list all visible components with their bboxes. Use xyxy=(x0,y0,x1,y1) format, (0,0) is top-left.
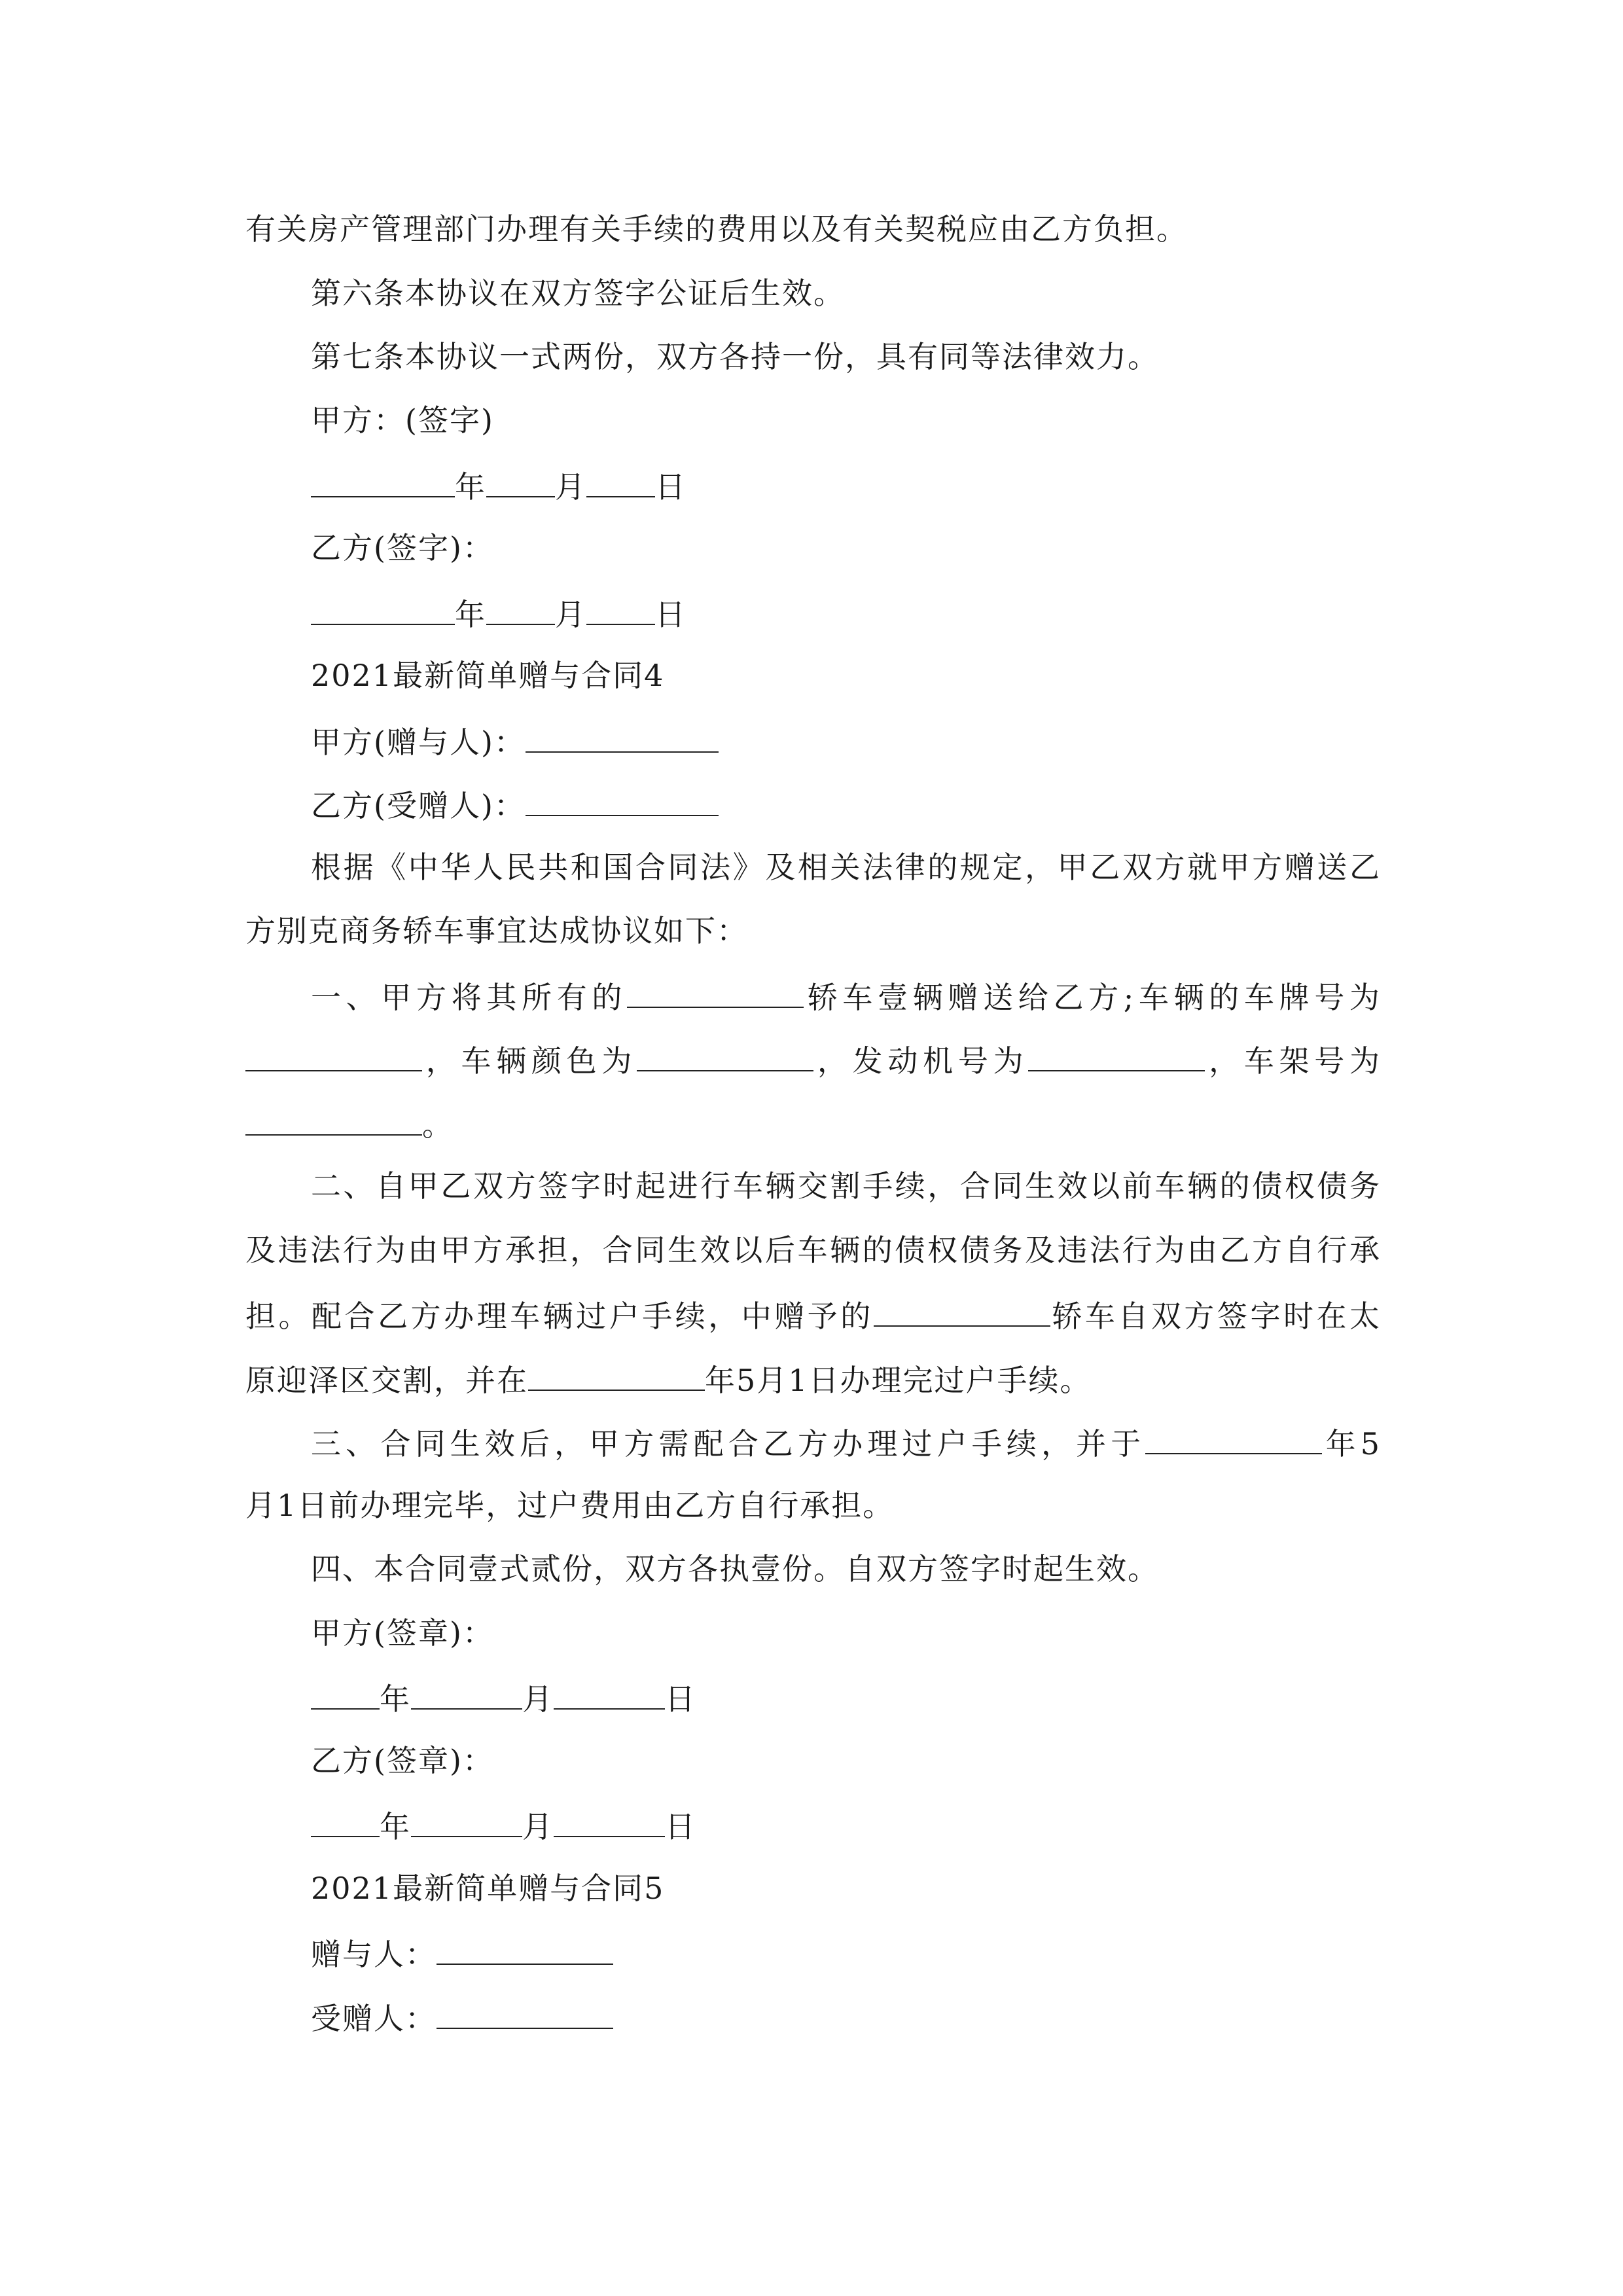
engine-number-blank[interactable] xyxy=(1028,1039,1205,1071)
clause-2-line-1: 二、自甲乙双方签字时起进行车辆交割手续，合同生效以前车辆的债权债务 xyxy=(311,1168,1381,1204)
party-a-seal-label: 甲方(签章)： xyxy=(311,1615,494,1651)
donor-line xyxy=(311,720,1381,762)
donee-5-blank[interactable] xyxy=(437,1996,613,2029)
frame-number-blank[interactable] xyxy=(245,1103,422,1136)
year-blank[interactable] xyxy=(311,465,455,497)
day-label: 日 xyxy=(655,597,687,632)
clause-1-text-frame: ，车架号为 xyxy=(1205,1043,1382,1079)
gifted-car-blank[interactable] xyxy=(874,1294,1050,1327)
clause-2-line-3 xyxy=(245,1294,1381,1336)
donor-label: 甲方(赠与人)： xyxy=(311,725,526,760)
day-blank[interactable] xyxy=(554,1677,665,1710)
month-label: 月 xyxy=(522,1681,554,1717)
contract-5-title: 2021最新简单赠与合同5 xyxy=(311,1871,665,1906)
month-blank[interactable] xyxy=(486,465,555,497)
party-a-seal-date-line xyxy=(311,1677,1381,1719)
year-blank[interactable] xyxy=(311,592,455,625)
clause-2-text-a: 担。配合乙方办理车辆过户手续，中赠予的 xyxy=(245,1299,874,1334)
clause-1-line-1 xyxy=(311,975,1381,1017)
day-label: 日 xyxy=(665,1809,696,1844)
year-label: 年 xyxy=(380,1681,411,1717)
month-blank[interactable] xyxy=(411,1804,522,1837)
year-label: 年 xyxy=(455,597,486,632)
year-label: 年 xyxy=(455,469,486,505)
clause-1-text-engine: ，发动机号为 xyxy=(813,1043,1029,1079)
clause-3-text-b: 年5 xyxy=(1322,1426,1381,1462)
clause-1-text-color: ，车辆颜色为 xyxy=(422,1043,637,1079)
donee-5-line xyxy=(311,1996,1381,2038)
party-b-seal-label: 乙方(签章)： xyxy=(311,1743,494,1778)
day-label: 日 xyxy=(655,469,687,505)
day-blank[interactable] xyxy=(586,592,655,625)
clause-2-text-d: 年5月1日办理完过户手续。 xyxy=(705,1363,1092,1398)
donee-name-blank[interactable] xyxy=(526,783,719,816)
year-blank[interactable] xyxy=(311,1677,380,1710)
month-label: 月 xyxy=(555,597,586,632)
month-blank[interactable] xyxy=(411,1677,522,1710)
article-7: 第七条本协议一式两份，双方各持一份，具有同等法律效力。 xyxy=(311,339,1159,374)
clause-1-line-2 xyxy=(245,1039,1381,1081)
article-6: 第六条本协议在双方签字公证后生效。 xyxy=(311,276,845,311)
clause-1-text-a: 一、甲方将其所有的 xyxy=(311,980,628,1015)
month-blank[interactable] xyxy=(486,592,555,625)
clause-2-line-4 xyxy=(245,1358,1381,1400)
donee-label: 乙方(受赠人)： xyxy=(311,788,526,823)
color-blank[interactable] xyxy=(637,1039,813,1071)
paragraph-continuation: 有关房产管理部门办理有关手续的费用以及有关契税应由乙方负担。 xyxy=(245,211,1188,247)
year-blank[interactable] xyxy=(311,1804,380,1837)
clause-1-text-b: 轿车壹辆赠送给乙方;车辆的车牌号为 xyxy=(804,980,1382,1015)
clause-2-text-b: 轿车自双方签字时在太 xyxy=(1050,1299,1382,1334)
party-a-signature-label: 甲方：(签字) xyxy=(311,403,494,438)
intro-line-1: 根据《中华人民共和国合同法》及相关法律的规定，甲乙双方就甲方赠送乙 xyxy=(311,850,1381,885)
donor-5-label: 赠与人： xyxy=(311,1937,437,1972)
transfer-year-blank[interactable] xyxy=(528,1358,705,1391)
party-b-date-line xyxy=(311,592,1381,634)
clause-3-line-1 xyxy=(311,1422,1381,1463)
deadline-year-blank[interactable] xyxy=(1145,1422,1322,1454)
day-label: 日 xyxy=(665,1681,696,1717)
clause-1-line-3 xyxy=(245,1103,1381,1145)
clause-2-text-c: 原迎泽区交割，并在 xyxy=(245,1363,528,1398)
month-label: 月 xyxy=(555,469,586,505)
year-label: 年 xyxy=(380,1809,411,1844)
car-model-blank[interactable] xyxy=(627,975,804,1008)
donee-line xyxy=(311,783,1381,825)
party-b-signature-label: 乙方(签字)： xyxy=(311,530,494,565)
clause-2-line-2: 及违法行为由甲方承担，合同生效以后车辆的债权债务及违法行为由乙方自行承 xyxy=(245,1232,1381,1268)
intro-line-2: 方别克商务轿车事宜达成协议如下： xyxy=(245,913,748,948)
clause-4: 四、本合同壹式贰份，双方各执壹份。自双方签字时起生效。 xyxy=(311,1551,1159,1587)
donor-5-blank[interactable] xyxy=(437,1932,613,1965)
plate-number-blank[interactable] xyxy=(245,1039,422,1071)
clause-3-text-a: 三、合同生效后，甲方需配合乙方办理过户手续，并于 xyxy=(311,1426,1146,1462)
party-b-seal-date-line xyxy=(311,1804,1381,1846)
donee-5-label: 受赠人： xyxy=(311,2001,437,2036)
month-label: 月 xyxy=(522,1809,554,1844)
day-blank[interactable] xyxy=(586,465,655,497)
day-blank[interactable] xyxy=(554,1804,665,1837)
donor-name-blank[interactable] xyxy=(526,720,719,753)
donor-5-line xyxy=(311,1932,1381,1974)
clause-3-line-2: 月1日前办理完毕，过户费用由乙方自行承担。 xyxy=(245,1488,895,1523)
clause-1-end: 。 xyxy=(422,1107,454,1143)
contract-4-title: 2021最新简单赠与合同4 xyxy=(311,658,665,693)
party-a-date-line xyxy=(311,465,1381,507)
